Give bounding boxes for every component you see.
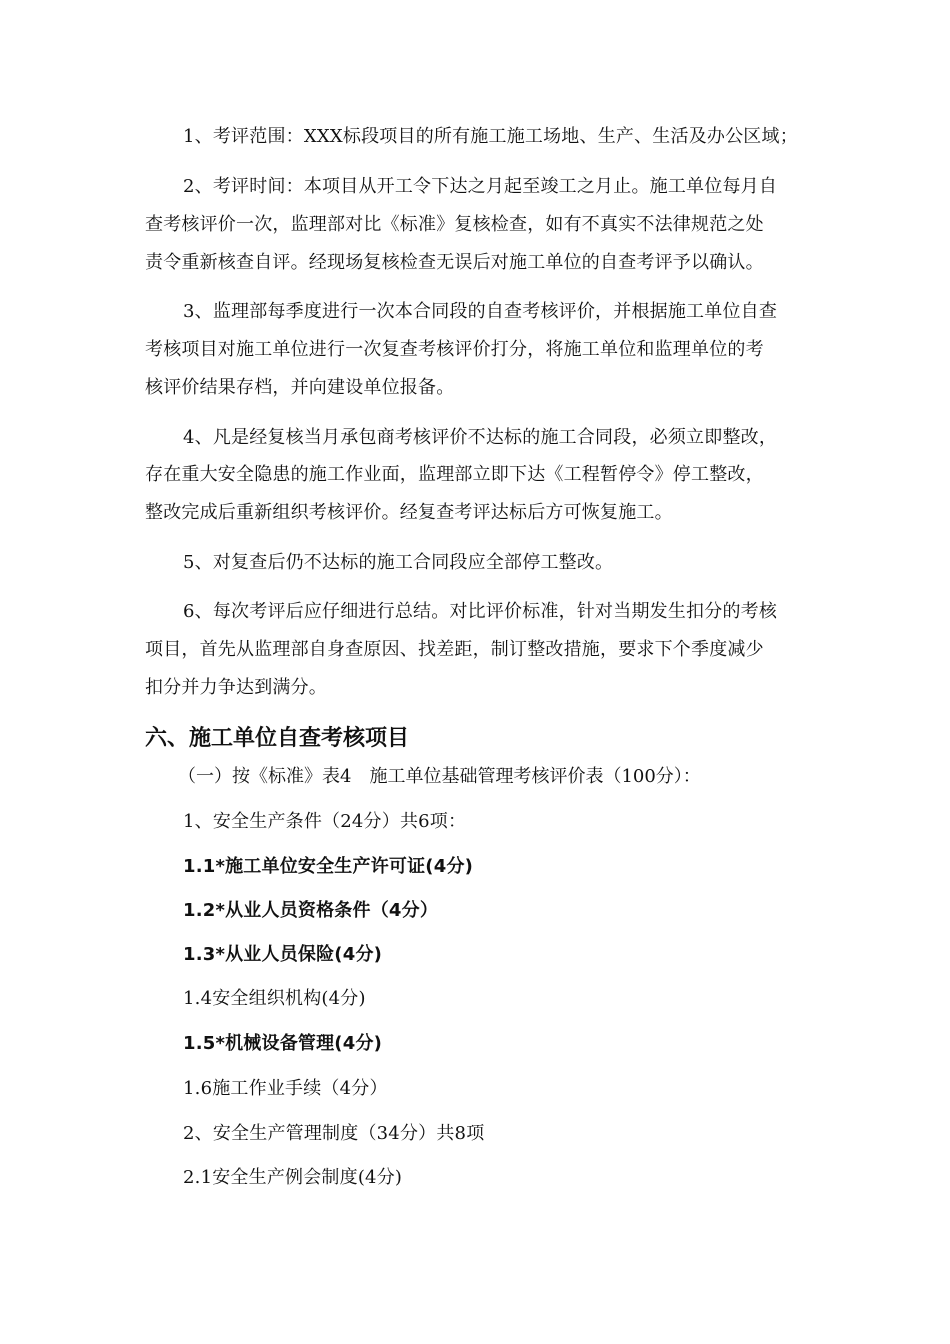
item-1-5: 1.5*机械设备管理(4分) (183, 1033, 383, 1054)
item-1-4: 1.4安全组织机构(4分) (183, 988, 366, 1009)
item-2: 2、安全生产管理制度（34分）共8项 (183, 1123, 485, 1144)
item-1-2: 1.2*从业人员资格条件（4分） (183, 900, 439, 921)
item-1-3: 1.3*从业人员保险(4分) (183, 944, 383, 965)
paragraph-3-line-2: 考核项目对施工单位进行一次复查考核评价打分，将施工单位和监理单位的考 (145, 339, 764, 360)
paragraph-6-line-1: 6、每次考评后应仔细进行总结。对比评价标准，针对当期发生扣分的考核 (183, 601, 778, 622)
paragraph-3-line-3: 核评价结果存档，并向建设单位报备。 (145, 377, 455, 398)
paragraph-2-line-3: 责令重新核查自评。经现场复核检查无误后对施工单位的自查考评予以确认。 (145, 252, 764, 273)
paragraph-4-line-2: 存在重大安全隐患的施工作业面，监理部立即下达《工程暂停令》停工整改， (145, 464, 764, 485)
item-1: 1、安全生产条件（24分）共6项： (183, 811, 467, 832)
item-2-1: 2.1安全生产例会制度(4分) (183, 1167, 403, 1188)
paragraph-3-line-1: 3、监理部每季度进行一次本合同段的自查考核评价，并根据施工单位自查 (183, 301, 778, 322)
paragraph-2-line-2: 查考核评价一次，监理部对比《标准》复核检查，如有不真实不法律规范之处 (145, 214, 764, 235)
paragraph-6-line-3: 扣分并力争达到满分。 (145, 677, 327, 698)
table-subheading: （一）按《标准》表4 施工单位基础管理考核评价表（100分）： (178, 766, 701, 787)
paragraph-4-line-1: 4、凡是经复核当月承包商考核评价不达标的施工合同段，必须立即整改， (183, 427, 778, 448)
paragraph-6-line-2: 项目，首先从监理部自身查原因、找差距，制订整改措施，要求下个季度减少 (145, 639, 764, 660)
paragraph-1-line-1: 1、考评范围：XXX标段项目的所有施工施工场地、生产、生活及办公区域； (183, 126, 798, 147)
paragraph-4-line-3: 整改完成后重新组织考核评价。经复查考评达标后方可恢复施工。 (145, 502, 673, 523)
paragraph-5-line-1: 5、对复查后仍不达标的施工合同段应全部停工整改。 (183, 552, 614, 573)
paragraph-2-line-1: 2、考评时间：本项目从开工令下达之月起至竣工之月止。施工单位每月自 (183, 176, 778, 197)
section-heading: 六、施工单位自查考核项目 (145, 726, 410, 751)
item-1-1: 1.1*施工单位安全生产许可证(4分) (183, 856, 474, 877)
item-1-6: 1.6施工作业手续（4分） (183, 1078, 388, 1099)
